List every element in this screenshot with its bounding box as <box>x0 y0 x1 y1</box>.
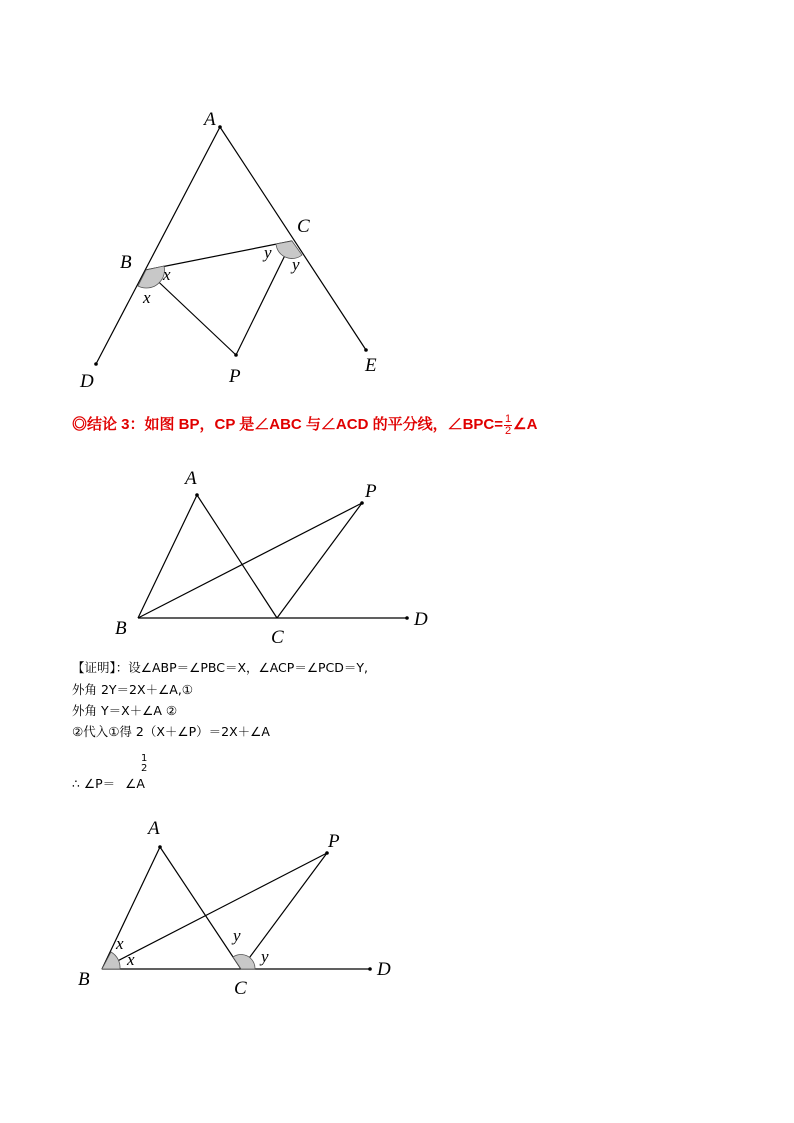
angle-label-x2: x <box>127 950 135 969</box>
angle-label-y1: y <box>264 243 272 262</box>
figure-3 <box>78 818 391 999</box>
label-E: E <box>365 355 377 376</box>
angle-label-y2: y <box>261 947 269 966</box>
label-A: A <box>204 109 216 130</box>
fraction-one-half <box>504 414 512 437</box>
label-D: D <box>80 371 94 392</box>
conclusion-3-heading <box>72 413 537 437</box>
line-CP <box>241 853 327 969</box>
label-P: P <box>328 831 340 852</box>
angle-mark-C <box>233 954 255 969</box>
figure-1 <box>79 109 377 392</box>
label-C: C <box>297 216 310 237</box>
label-P: P <box>229 366 241 387</box>
proof-line-1: 【证明】：设∠ABP＝∠PBC＝X，∠ACP＝∠PCD＝Y, <box>72 660 369 675</box>
conclusion-suffix: ∠A <box>513 416 538 433</box>
label-B: B <box>115 618 127 639</box>
line-AD <box>96 127 220 364</box>
proof-angle-a: ∠A <box>125 776 145 791</box>
proof-line-5 <box>72 774 145 792</box>
line-AE <box>220 127 366 350</box>
label-C: C <box>234 978 247 999</box>
proof-fraction-denominator: 2 <box>141 763 148 774</box>
label-D: D <box>414 609 428 630</box>
label-A: A <box>148 818 160 839</box>
angle-label-x1: x <box>163 265 171 284</box>
angle-label-y2: y <box>292 255 300 274</box>
line-BP <box>102 853 327 969</box>
label-A: A <box>185 468 197 489</box>
line-AC <box>160 847 241 969</box>
figure-2 <box>115 468 428 648</box>
conclusion-text: ◎结论 3：如图 BP，CP 是∠ABC 与∠ACD 的平分线，∠BPC= <box>72 416 504 433</box>
angle-label-x1: x <box>116 934 124 953</box>
label-B: B <box>120 252 132 273</box>
line-AB <box>138 495 197 618</box>
line-AC <box>197 495 277 618</box>
line-BP <box>138 503 362 618</box>
proof-fraction <box>141 754 147 774</box>
proof-line-2: 外角 2Y＝2X＋∠A,① <box>72 682 194 697</box>
angle-label-y1: y <box>233 926 241 945</box>
line-CP <box>277 503 362 618</box>
label-P: P <box>365 481 377 502</box>
proof-line-3: 外角 Y＝X＋∠A ② <box>72 703 178 718</box>
fraction-numerator: 1 <box>505 412 512 425</box>
label-C: C <box>271 627 284 648</box>
proof-fraction-numerator: 1 <box>141 753 148 764</box>
label-D: D <box>377 959 391 980</box>
proof-line-4: ②代入①得 2（X＋∠P）＝2X＋∠A <box>72 724 270 739</box>
proof-therefore: ∴ ∠P＝ <box>72 776 116 791</box>
label-B: B <box>78 969 90 990</box>
fraction-denominator: 2 <box>505 424 512 437</box>
angle-mark-B <box>102 952 120 969</box>
angle-label-x2: x <box>143 288 151 307</box>
